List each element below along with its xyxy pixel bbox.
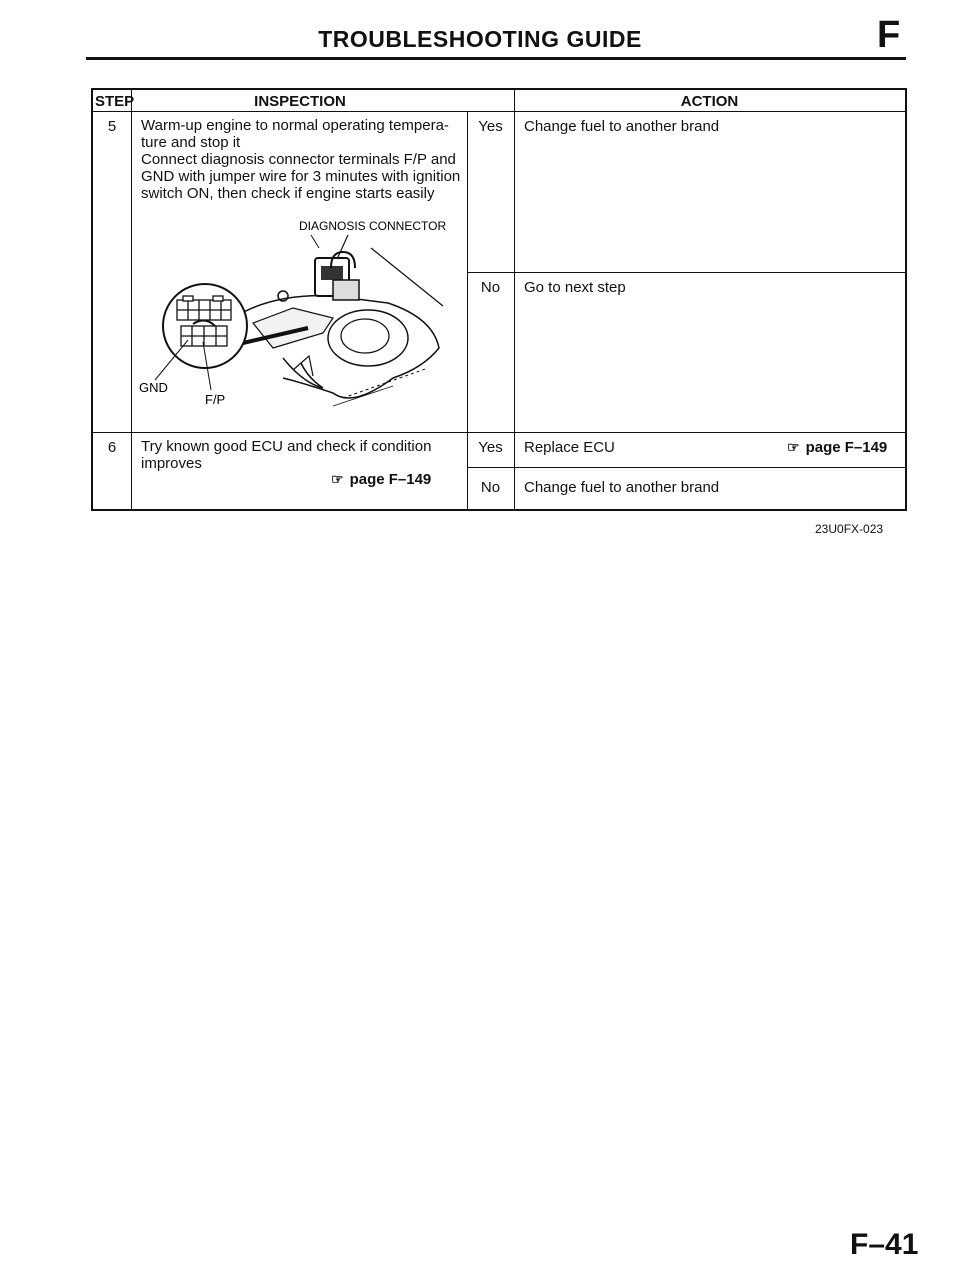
header-step: STEP: [95, 93, 135, 110]
column-divider-answer: [514, 90, 515, 509]
page-title: TROUBLESHOOTING GUIDE: [318, 26, 642, 52]
step-row-divider: [93, 432, 905, 433]
gnd-label: GND: [139, 380, 168, 395]
header-action: ACTION: [680, 93, 739, 110]
header-row-divider: [93, 111, 905, 112]
header-divider: [86, 57, 906, 60]
step-number: 6: [107, 439, 117, 456]
answer-yes: Yes: [478, 439, 503, 456]
header-inspection: INSPECTION: [254, 93, 346, 110]
inspection-text: Try known good ECU and check if condition improves: [141, 438, 432, 472]
answer-no: No: [480, 279, 501, 296]
figure-id: 23U0FX-023: [815, 522, 884, 536]
page-reference-link[interactable]: ☞ page F–149: [331, 471, 432, 488]
diagnosis-connector-label: DIAGNOSIS CONNECTOR: [299, 219, 447, 233]
answer-yes: Yes: [478, 118, 503, 135]
step6-yes-no-divider: [467, 467, 905, 468]
step-number: 5: [107, 118, 117, 135]
pointing-hand-icon: ☞: [787, 439, 800, 455]
answer-no: No: [480, 479, 501, 496]
page-number: F–41: [850, 1228, 919, 1261]
diagnosis-connector-diagram: [133, 208, 465, 430]
section-letter: F: [877, 14, 901, 56]
action-text: Replace ECU: [524, 439, 615, 456]
action-text: Change fuel to another brand: [524, 479, 720, 496]
troubleshooting-table: [91, 88, 907, 511]
pointing-hand-icon: ☞: [331, 471, 344, 487]
step5-yes-no-divider: [467, 272, 905, 273]
page-reference-link[interactable]: ☞ page F–149: [787, 439, 888, 456]
action-text: Change fuel to another brand: [524, 118, 720, 135]
fp-label: F/P: [205, 392, 226, 407]
action-text: Go to next step: [524, 279, 626, 296]
column-divider-step: [131, 90, 132, 509]
inspection-text: Warm-up engine to normal operating tempera- ture and stop it Connect diagnosis connector terminals F/P and GND with jumper wire for 3 minutes with ignition switch ON, then check if engine starts easily: [141, 117, 461, 202]
